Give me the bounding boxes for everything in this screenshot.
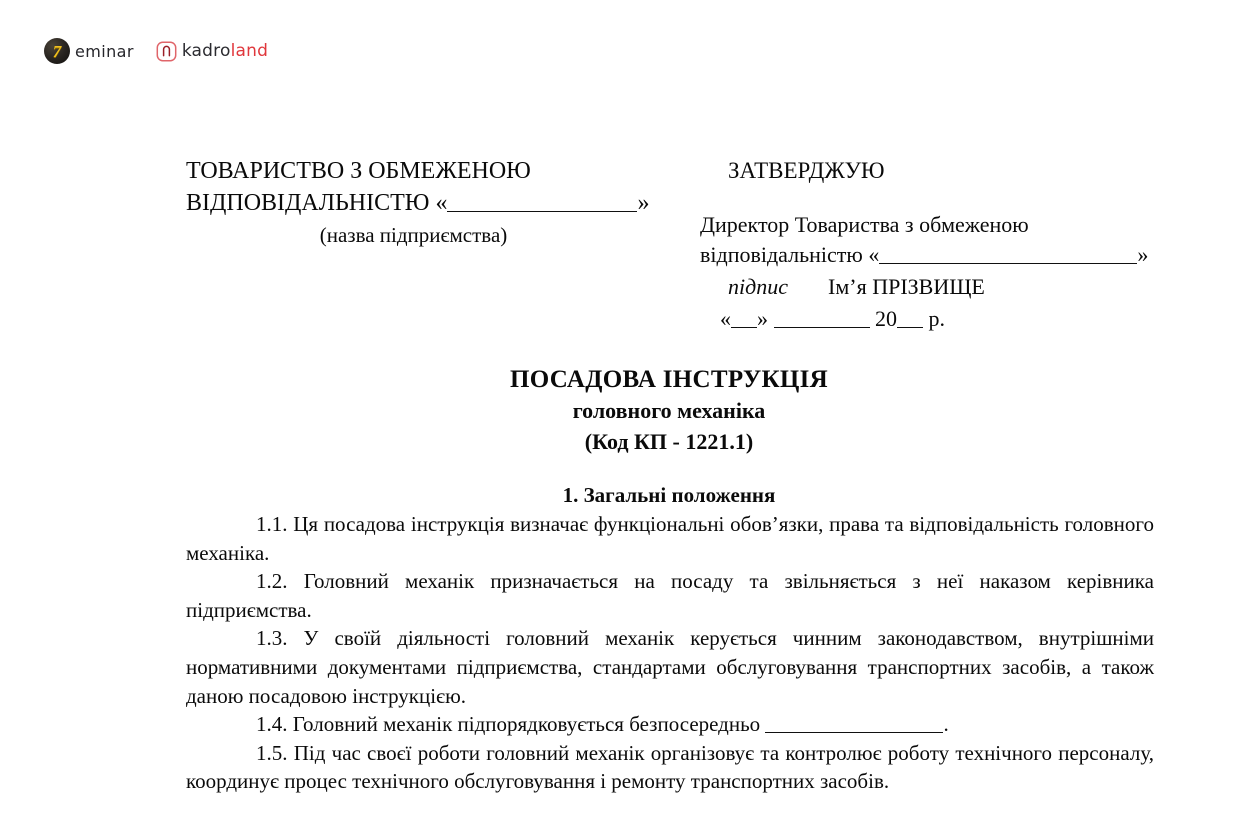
- company-header-line2-prefix: ВІДПОВІДАЛЬНІСТЮ «: [186, 190, 448, 217]
- seminar-logo-mark: 7: [52, 41, 62, 61]
- paragraph-1-3: 1.3. У своїй діяльності головний механік керується чинним законодавством, внутрішніми нормативними документами підприємства, стандартами обслуговування транспортних засобів, а також даною посадовою інструкцією.: [186, 626, 1154, 708]
- seminar-wordmark: eminar: [75, 41, 134, 61]
- company-header-line1: ТОВАРИСТВО З ОБМЕЖЕНОЮ: [186, 158, 531, 184]
- paragraph-1-4-period: .: [943, 712, 949, 737]
- document-title-position: головного механіка: [572, 398, 766, 423]
- approver-title-block: [700, 210, 1170, 270]
- approve-label: ЗАТВЕРДЖУЮ: [728, 158, 885, 183]
- approver-title-line2-suffix: »: [1137, 242, 1149, 268]
- date-year-blank[interactable]: [897, 304, 923, 328]
- approver-title-line2-prefix: відповідальністю «: [700, 242, 880, 268]
- company-name-blank[interactable]: [447, 186, 637, 212]
- date-year-prefix: 20: [875, 306, 897, 332]
- company-name-caption: (назва підприємства): [319, 223, 508, 248]
- kadroland-word-accent: land: [230, 41, 269, 61]
- paragraph-1-2: 1.2. Головний механік призначається на посаду та звільняється з неї наказом керівника підприємства.: [186, 569, 1154, 622]
- supervisor-blank[interactable]: [765, 710, 943, 733]
- document-title-block: [186, 364, 1152, 458]
- section-1-body: [186, 510, 1154, 796]
- approval-header-block: [700, 156, 1170, 334]
- kadroland-word-dark: kadro: [181, 41, 231, 61]
- approver-company-blank[interactable]: [879, 240, 1137, 264]
- approver-name-label: Ім’я ПРІЗВИЩЕ: [828, 274, 985, 300]
- date-close-quote: »: [757, 306, 768, 332]
- date-year-suffix: р.: [928, 306, 945, 332]
- date-month-blank[interactable]: [774, 304, 870, 328]
- section-1-heading: 1. Загальні положення: [562, 483, 776, 507]
- signature-row: [700, 272, 1170, 302]
- date-open-quote: «: [720, 306, 731, 332]
- company-header-line2-suffix: »: [637, 190, 650, 217]
- signature-label: підпис: [728, 274, 789, 300]
- approval-date-row: [720, 304, 1170, 334]
- date-day-blank[interactable]: [731, 304, 757, 328]
- paragraph-1-1: 1.1. Ця посадова інструкція визначає функціональні обов’язки, права та відповідальність головного механіка.: [186, 512, 1154, 565]
- company-header-block: [186, 156, 686, 250]
- paragraph-1-4-text: 1.4. Головний механік підпорядковується безпосередньо: [256, 712, 766, 737]
- paragraph-1-5: 1.5. Під час своєї роботи головний механік організовує та контролює роботу технічного персоналу, координує процес технічного обслуговування і ремонту транспортних засобів.: [186, 740, 1154, 794]
- approver-title-line1: Директор Товариства з обмеженою: [700, 212, 1029, 237]
- document-title-code: (Код КП - 1221.1): [584, 429, 754, 454]
- paragraph-1-4: [186, 710, 1154, 739]
- document-title-main: ПОСАДОВА ІНСТРУКЦІЯ: [509, 366, 829, 393]
